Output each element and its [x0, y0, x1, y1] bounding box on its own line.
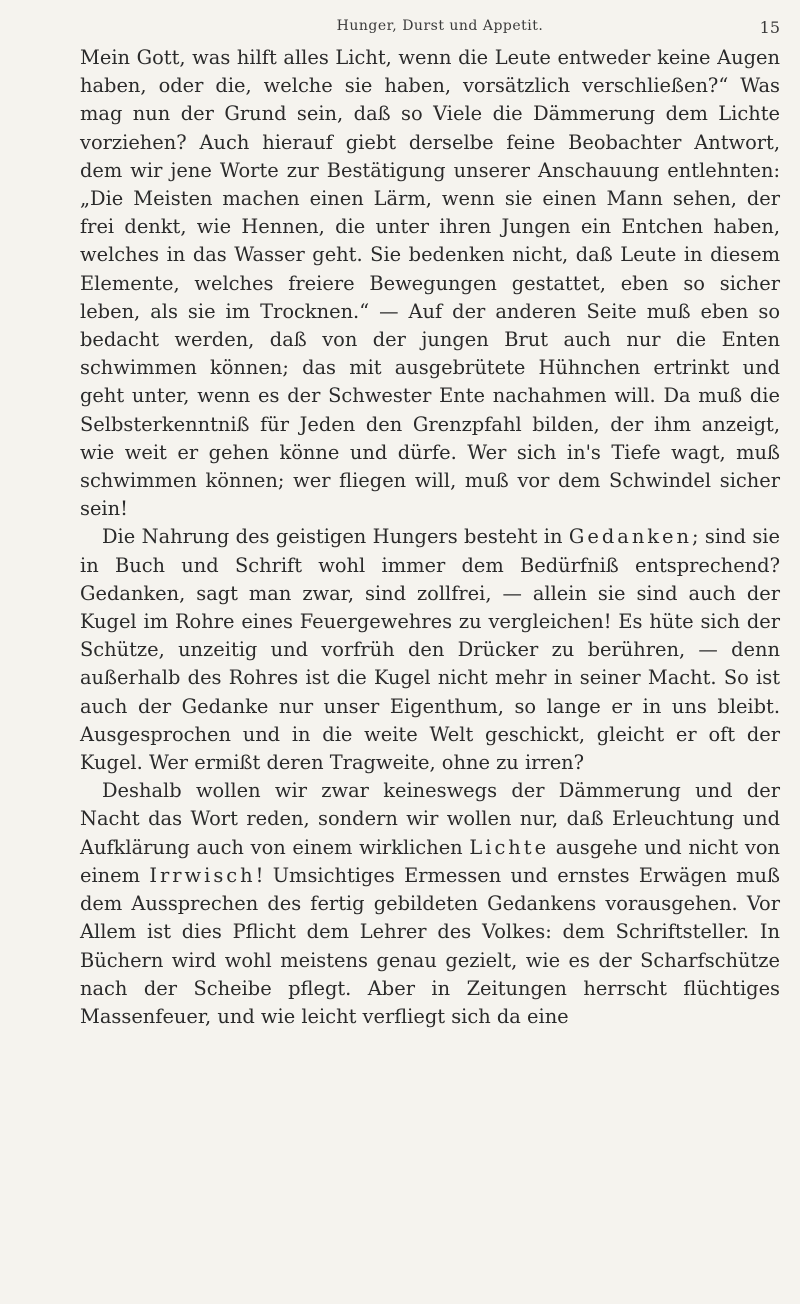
text-segment: Mein Gott, was hilft alles Licht, wenn die Leute entweder keine Augen haben, oder die, welche sie haben, vorsätzlich verschließen?“ Was mag nun der Grund sein, daß so Viele die Dämmerung dem Lichte vorziehen? Auch hierauf giebt derselbe feine Beobachter Antwort, dem wir jene Worte zur Bestätigung unserer Anschauung entlehnten: „Die Meisten machen einen Lärm, wenn sie einen Mann sehen, der frei denkt, wie Hennen, die unter ihren Jungen ein Entchen haben, welches in das Wasser geht. Sie bedenken nicht, daß Leute in diesem Elemente, welches freiere Bewegungen gestattet, eben so sicher leben, als sie im Trocknen.“ — Auf der anderen Seite muß eben so bedacht werden, daß von der jungen Brut auch nur die Enten schwimmen können; das mit ausgebrütete Hühnchen ertrinkt und geht unter, wenn es der Schwester Ente nachahmen will. Da muß die Selbsterkenntniß für Jeden den Grenzpfahl bilden, der ihm anzeigt, wie weit er gehen könne und dürfe. Wer sich in's Tiefe wagt, muß schwimmen können; wer fliegen will, muß vor dem Schwindel sicher sein! [80, 46, 780, 521]
paragraph-1 [80, 44, 780, 523]
text-segment: Die Nahrung des geistigen Hungers besteht in [102, 525, 569, 549]
text-segment: ! Umsichtiges Ermessen und ernstes Erwägen muß dem Aussprechen des fertig gebildeten Gedankens vorausgehen. Vor Allem ist dies Pflicht dem Lehrer des Volkes: dem Schriftsteller. In Büchern wird wohl meistens genau gezielt, wie es der Scharfschütze nach der Scheibe pflegt. Aber in Zeitungen herrscht flüchtiges Massenfeuer, und wie leicht verfliegt sich da eine [80, 863, 780, 1028]
paragraph-2 [80, 523, 780, 777]
emphasis-irrwisch: Irrwisch [149, 863, 256, 887]
text-segment: Deshalb wollen wir zwar keineswegs der Dämmerung und der Nacht das Wort reden, sondern wir wollen nur, daß Erleuchtung und Aufklärung auch von einem wirklichen [80, 779, 780, 859]
paragraph-3 [80, 777, 780, 1031]
text-segment: ; sind sie in Buch und Schrift wohl immer dem Bedürfniß entsprechend? Gedanken, sagt man zwar, sind zollfrei, — allein sie sind auch der Kugel im Rohre eines Feuergewehres zu vergleichen! Es hüte sich der Schütze, unzeitig und vorfrüh den Drücker zu berühren, — denn außerhalb des Rohres ist die Kugel nicht mehr in seiner Macht. So ist auch der Gedanke nur unser Eigenthum, so lange er in uns bleibt. Ausgesprochen und in die weite Welt geschickt, gleicht er oft der Kugel. Wer ermißt deren Tragweite, ohne zu irren? [80, 525, 780, 775]
page-number: 15 [759, 18, 780, 37]
text-segment: ausgehe und nicht von einem [80, 835, 781, 887]
running-head [100, 8, 780, 38]
running-title: Hunger, Durst und Appetit. [336, 18, 544, 34]
body-text [80, 44, 780, 1031]
emphasis-gedanken: Gedanken [568, 525, 693, 549]
emphasis-lichte: Lichte [469, 835, 550, 859]
